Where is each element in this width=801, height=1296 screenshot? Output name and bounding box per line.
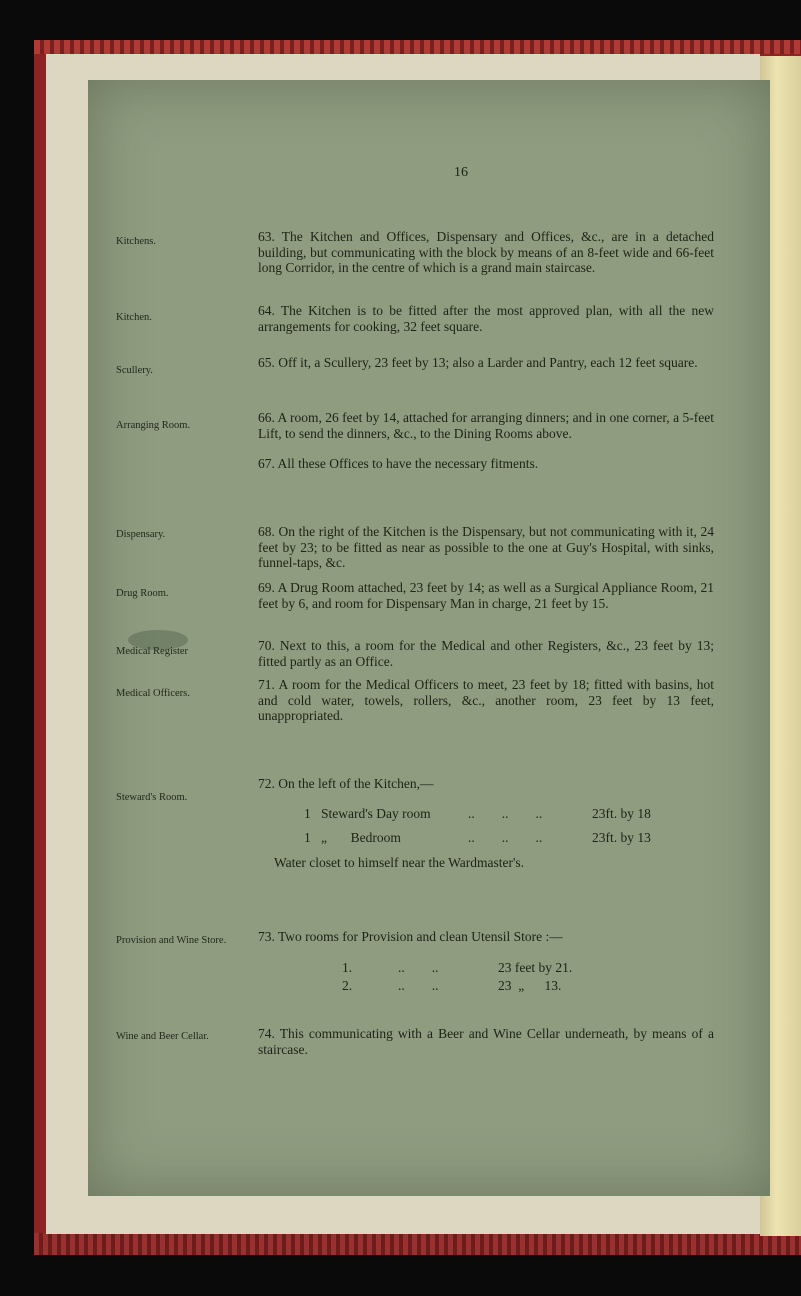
paragraph-63: 63. The Kitchen and Offices, Dispensary and Offices, &c., are in a detached building, but communicating with the block by means of an 8-feet wide and 66-feet long Corridor, in the centre of which is a grand main staircase. xyxy=(258,229,714,275)
steward-row-size: 23ft. by 18 xyxy=(592,806,651,821)
steward-row-dots: .. .. .. xyxy=(468,830,543,845)
store-row-num: 1. xyxy=(342,960,353,975)
paragraph-70: 70. Next to this, a room for the Medical and other Registers, &c., 23 feet by 13; fitted partly as an Office. xyxy=(258,638,714,669)
paragraph-64: 64. The Kitchen is to be fitted after the most approved plan, with all the new arrangements for cooking, 32 feet square. xyxy=(258,303,714,334)
steward-row-num: 1 xyxy=(304,830,311,845)
steward-row-size: 23ft. by 13 xyxy=(592,830,651,845)
store-row-num: 2. xyxy=(342,978,353,993)
paragraph-72: 72. On the left of the Kitchen,— xyxy=(258,776,434,791)
cover-top-edge xyxy=(34,40,801,54)
water-closet-line: Water closet to himself near the Wardmaster's. xyxy=(274,855,525,870)
paragraph-66: 66. A room, 26 feet by 14, attached for arranging dinners; and in one corner, a 5-feet Lift, to send the dinners, &c., to the Dining Rooms above. xyxy=(258,410,714,441)
page-number: 16 xyxy=(454,165,468,180)
side-note-kitchen: Kitchen. xyxy=(116,312,152,323)
paragraph-71: 71. A room for the Medical Officers to meet, 23 feet by 18; fitted with basins, hot and cold water, towels, rollers, &c., another room, 23 feet by 13 feet, unappropriated. xyxy=(258,677,714,723)
side-note-scullery: Scullery. xyxy=(116,365,153,376)
side-note-dispensary: Dispensary. xyxy=(116,529,166,540)
paragraph-74: 74. This communicating with a Beer and Wine Cellar underneath, by means of a staircase. xyxy=(258,1026,714,1057)
side-note-drug-room: Drug Room. xyxy=(116,588,169,599)
store-row-size: 23 „ 13. xyxy=(498,978,562,993)
paragraph-67: 67. All these Offices to have the necessary fitments. xyxy=(258,456,539,471)
cover-bottom-edge xyxy=(34,1233,801,1255)
paragraph-68: 68. On the right of the Kitchen is the Dispensary, but not communicating with it, 24 feet by 23; to be fitted as near as possible to the one at Guy's Hospital, with sinks, funnel-taps, &c. xyxy=(258,524,714,570)
store-row-size: 23 feet by 21. xyxy=(498,960,573,975)
paragraph-73: 73. Two rooms for Provision and clean Utensil Store :— xyxy=(258,929,563,944)
side-note-kitchens: Kitchens. xyxy=(116,236,156,247)
side-note-wine-beer-cellar: Wine and Beer Cellar. xyxy=(116,1031,209,1042)
store-row-dots: .. .. xyxy=(398,978,439,993)
steward-row-name: „ Bedroom xyxy=(321,830,401,845)
steward-row-name: Steward's Day room xyxy=(321,806,431,821)
side-note-arranging-room: Arranging Room. xyxy=(116,420,191,431)
store-row-dots: .. .. xyxy=(398,960,439,975)
side-note-medical-officers: Medical Officers. xyxy=(116,688,190,699)
steward-row-num: 1 xyxy=(304,806,311,821)
steward-row-dots: .. .. .. xyxy=(468,806,543,821)
side-note-stewards-room: Steward's Room. xyxy=(116,792,188,803)
paragraph-69: 69. A Drug Room attached, 23 feet by 14; as well as a Surgical Appliance Room, 21 feet by 6, and room for Dispensary Man in charge, 21 feet by 15. xyxy=(258,580,714,611)
side-note-medical-register: Medical Register xyxy=(116,646,189,657)
paragraph-65: 65. Off it, a Scullery, 23 feet by 13; also a Larder and Pantry, each 12 feet square. xyxy=(258,355,698,370)
side-note-provision-wine-store: Provision and Wine Store. xyxy=(116,935,227,946)
document-page xyxy=(88,80,770,1196)
